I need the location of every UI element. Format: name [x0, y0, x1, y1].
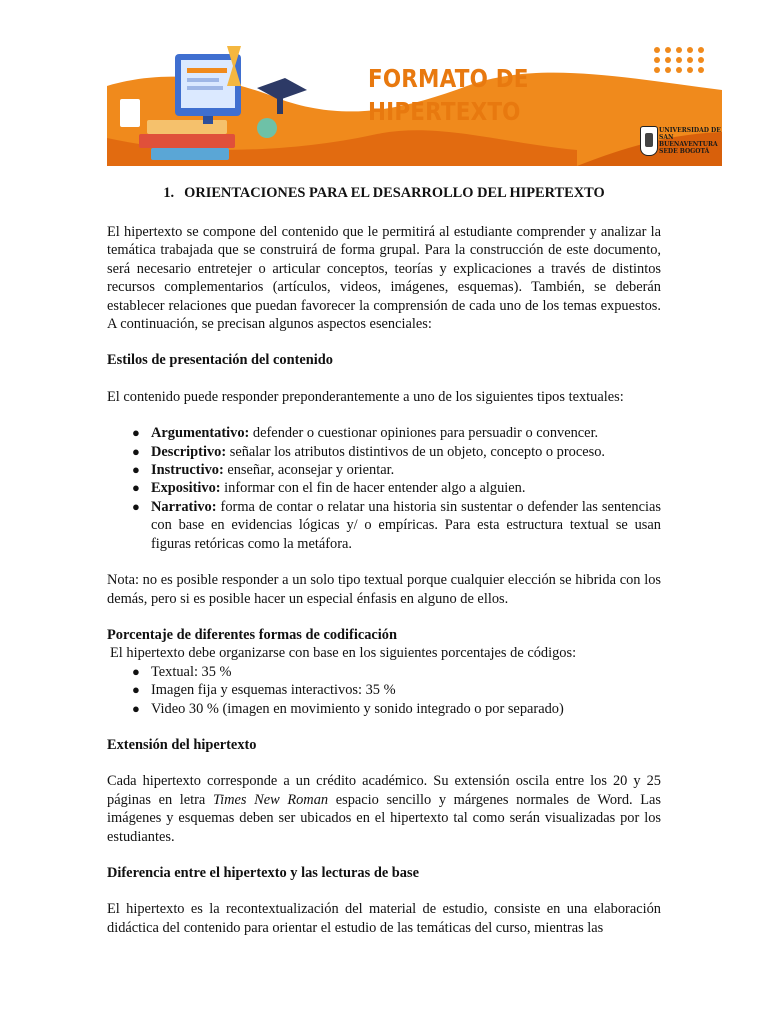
extension-subheading: Extensión del hipertexto: [107, 736, 257, 753]
styles-lead: El contenido puede responder preponderantemente a uno de los siguientes tipos textuales:: [107, 388, 624, 405]
list-item: [107, 498, 661, 553]
list-item-text: Textual: 35 %: [151, 663, 232, 680]
list-item: [107, 479, 661, 497]
percentages-list: [107, 663, 661, 718]
bullet-icon: ●: [132, 682, 140, 698]
intro-paragraph: El hipertexto se compone del contenido que le permitirá al estudiante comprender y analizar la temática trabajada que se construirá de forma grupal. Para la construcción de este documento, será necesario entretejer o articular conceptos, teorías y explicaciones a través de distintos recursos complementarios (artículos, videos, imágenes, esquemas). También, se deberán establecer relaciones que puedan favorecer la comprensión de cada uno de los temas expuestos. A continuación, se precisan algunos aspectos esenciales:: [107, 224, 661, 333]
font-name: Times New Roman: [212, 791, 329, 808]
university-logo: [640, 124, 728, 160]
list-item: [107, 461, 661, 479]
list-item: [107, 424, 661, 442]
list-item-term: Argumentativo:: [151, 425, 250, 442]
list-item-desc: señalar los atributos distintivos de un objeto, concepto o proceso.: [226, 443, 606, 460]
list-item: [107, 681, 661, 699]
percentages-subheading: Porcentaje de diferentes formas de codificación: [107, 626, 398, 643]
document-body: [107, 184, 661, 937]
difference-paragraph: El hipertexto es la recontextualización del material de estudio, consiste en una elaboración didáctica del contenido para orientar el estudio de las temáticas del curso, mientras las: [107, 901, 661, 936]
note-paragraph: Nota: no es posible responder a un solo tipo textual porque cualquier elección se hibrida con los demás, pero si es posible hacer un especial énfasis en alguno de ellos.: [107, 572, 661, 607]
list-item-desc: informar con el fin de hacer entender algo a alguien.: [220, 480, 526, 497]
bullet-icon: ●: [132, 700, 140, 716]
styles-subheading: Estilos de presentación del contenido: [107, 352, 333, 369]
section-heading: [107, 184, 661, 202]
list-item-text: Video 30 % (imagen en movimiento y sonido integrado o por separado): [151, 700, 564, 717]
list-item-term: Expositivo:: [151, 480, 221, 497]
extension-text-before: Cada hipertexto corresponde a un crédito académico. Su extensión oscila entre los 20 y 25 páginas en letra: [107, 773, 661, 808]
section-title: ORIENTACIONES PARA EL DESARROLLO DEL HIPERTEXTO: [184, 185, 605, 201]
shield-icon: [640, 126, 658, 156]
list-item-desc: forma de contar o relatar una historia sin sustentar o defender las sentencias con base en evidencias lógicas y/ o empíricas. Para esta estructura textual se usan figuras retóricas como la metáfora.: [151, 498, 661, 552]
bullet-icon: ●: [132, 443, 140, 459]
list-item-desc: defender o cuestionar opiniones para persuadir o convencer.: [249, 425, 599, 442]
bullet-icon: ●: [132, 425, 140, 441]
list-item: [107, 663, 661, 681]
list-item: [107, 700, 661, 718]
banner-title: FORMATO DE HIPERTEXTO: [368, 64, 529, 126]
text-types-list: [107, 424, 661, 553]
bullet-icon: ●: [132, 498, 140, 514]
list-item: [107, 443, 661, 461]
list-item-desc: enseñar, aconsejar y orientar.: [223, 462, 395, 479]
list-item-term: Narrativo:: [151, 498, 217, 515]
section-number: 1.: [163, 185, 175, 201]
percentages-lead: El hipertexto debe organizarse con base en los siguientes porcentajes de códigos:: [110, 645, 577, 662]
list-item-term: Descriptivo:: [151, 443, 227, 460]
difference-subheading: Diferencia entre el hipertexto y las lecturas de base: [107, 864, 419, 881]
bullet-icon: ●: [132, 462, 140, 478]
list-item-term: Instructivo:: [151, 462, 224, 479]
extension-text-after: espacio sencillo y márgenes normales de Word. Las imágenes y esquemas deben ser ubicados en el hipertexto tal como serán visualizadas por los estudiantes.: [107, 791, 661, 845]
list-item-text: Imagen fija y esquemas interactivos: 35 %: [151, 682, 396, 699]
logo-text: UNIVERSIDAD DE SAN BUENAVENTURA SEDE BOGOTÁ: [659, 127, 721, 155]
extension-paragraph: [107, 772, 661, 846]
bullet-icon: ●: [132, 663, 140, 679]
bullet-icon: ●: [132, 480, 140, 496]
